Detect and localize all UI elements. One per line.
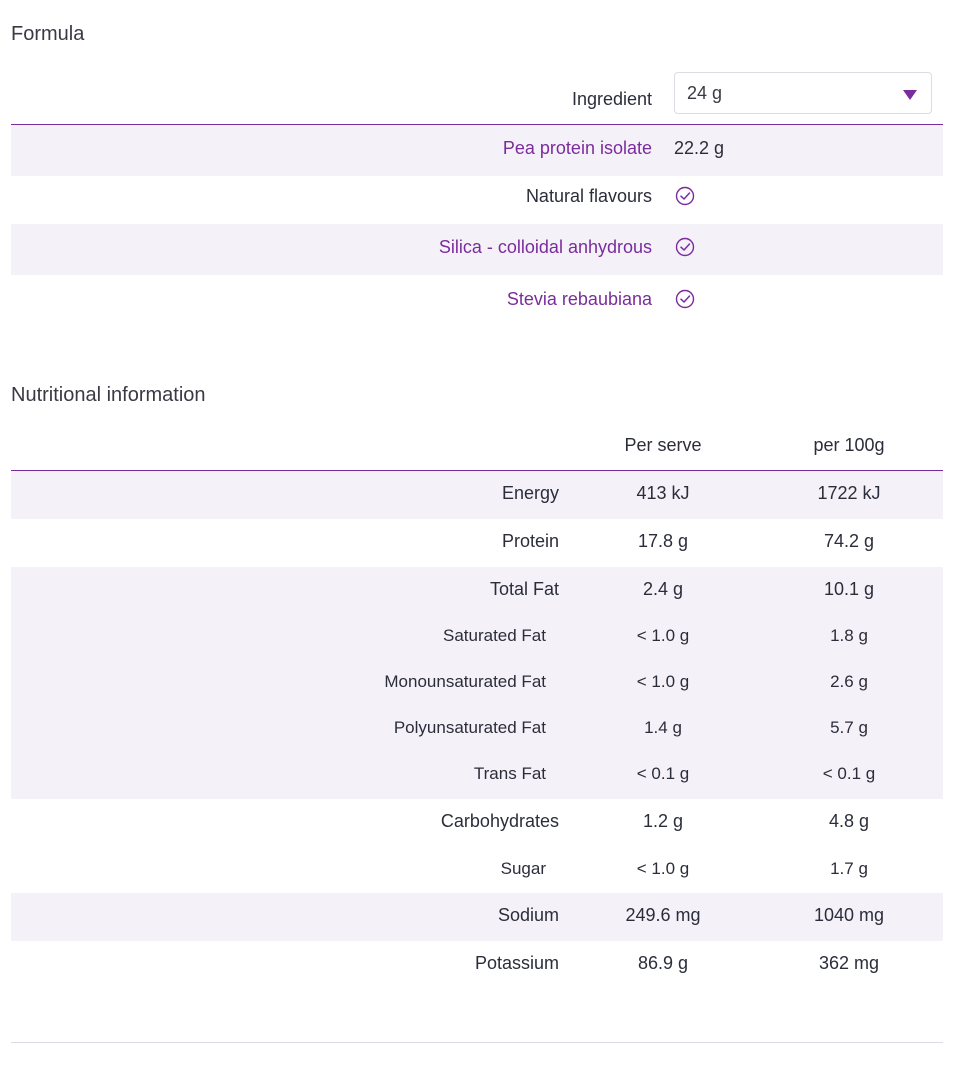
per-serve-value: < 1.0 g (636, 672, 690, 691)
nutrition-row-protein (11, 519, 943, 567)
nutrition-row-saturated-fat (11, 616, 943, 662)
per-100g-value: 1.8 g (830, 626, 868, 645)
nutrient-label: Sugar (500, 859, 546, 878)
per-100g-value: 5.7 g (830, 718, 868, 737)
per-100g-value: 74.2 g (823, 531, 875, 551)
nutrition-row-monounsaturated-fat (11, 662, 943, 708)
per-serve-value: 86.9 g (637, 953, 689, 973)
per-serve-value: < 1.0 g (636, 626, 690, 645)
nutrient-label: Total Fat (489, 579, 559, 599)
nutrient-label: Protein (501, 531, 559, 551)
per-100g-value: 10.1 g (823, 579, 875, 599)
nutrition-row-potassium (11, 941, 943, 989)
nutrition-row-sugar (11, 847, 943, 893)
formula-title: Formula (11, 23, 85, 45)
per-100g-value: 1722 kJ (817, 483, 881, 503)
per-100g-value: 1.7 g (830, 859, 868, 878)
per-100g-value: 2.6 g (830, 672, 868, 691)
nutrient-label: Energy (501, 483, 559, 503)
per-100g-value: < 0.1 g (822, 764, 876, 783)
per-100g-value: 1040 mg (813, 905, 885, 925)
per-100g-value: 362 mg (818, 953, 880, 973)
per-serve-value: 1.2 g (642, 811, 684, 831)
nutrient-label: Polyunsaturated Fat (393, 718, 546, 737)
ingredient-header-label: Ingredient (571, 89, 652, 109)
per-serve-value: 17.8 g (637, 531, 689, 551)
nutrition-row-trans-fat (11, 754, 943, 799)
serving-size-select[interactable] (674, 72, 932, 114)
nutrient-label: Monounsaturated Fat (384, 672, 546, 691)
nutrient-label: Carbohydrates (440, 811, 559, 831)
nutrition-row-polyunsaturated-fat (11, 708, 943, 754)
formula-row (11, 276, 943, 327)
formula-row (11, 173, 943, 224)
per-serve-value: < 0.1 g (636, 764, 690, 783)
per-serve-value: 413 kJ (636, 483, 690, 503)
formula-row (11, 125, 943, 176)
check-circle-icon (675, 237, 695, 257)
formula-row (11, 224, 943, 275)
nutrition-row-energy (11, 471, 943, 519)
nutrient-label: Sodium (497, 905, 559, 925)
per-100g-value: 4.8 g (828, 811, 870, 831)
section-divider (11, 1042, 943, 1043)
serving-size-value: 24 g (687, 83, 723, 103)
nutrition-row-sodium (11, 893, 943, 941)
ingredient-link[interactable]: Pea protein isolate (502, 138, 652, 158)
ingredient-amount: 22.2 g (674, 138, 725, 158)
per-serve-header: Per serve (624, 435, 702, 455)
nutrition-title: Nutritional information (11, 384, 206, 406)
nutrient-label: Trans Fat (473, 764, 546, 783)
formula-header (11, 72, 943, 125)
per-serve-value: 1.4 g (644, 718, 682, 737)
per-100g-header: per 100g (813, 435, 885, 455)
per-serve-value: 2.4 g (642, 579, 684, 599)
nutrition-header (11, 424, 943, 471)
check-circle-icon (675, 289, 695, 309)
ingredient-name: Natural flavours (525, 186, 652, 206)
caret-down-icon (903, 90, 917, 100)
nutrition-row-carbohydrates (11, 799, 943, 847)
per-serve-value: 249.6 mg (625, 905, 701, 925)
ingredient-link[interactable]: Stevia rebaubiana (506, 289, 652, 309)
nutrient-label: Saturated Fat (442, 626, 546, 645)
ingredient-link[interactable]: Silica - colloidal anhydrous (438, 237, 652, 257)
per-serve-value: < 1.0 g (636, 859, 690, 878)
nutrient-label: Potassium (474, 953, 559, 973)
check-circle-icon (675, 186, 695, 206)
